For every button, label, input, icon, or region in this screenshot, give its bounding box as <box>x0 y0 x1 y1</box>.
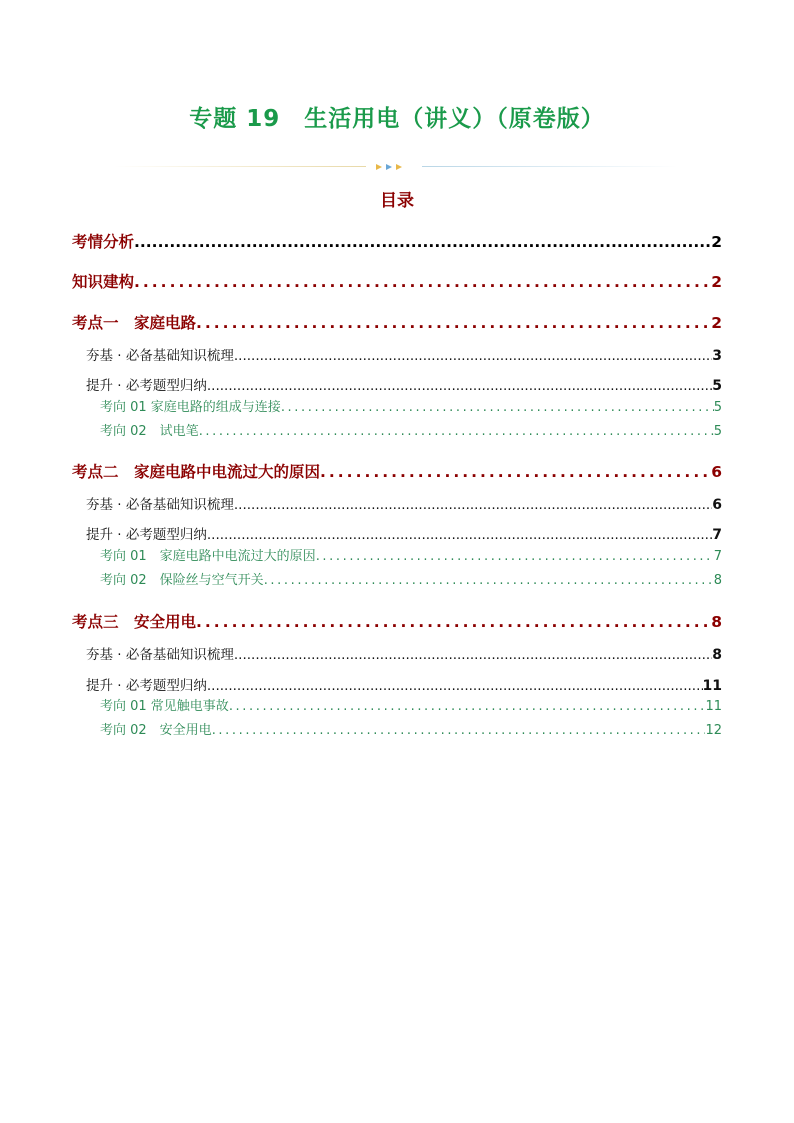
toc-leader-dots <box>134 233 711 251</box>
toc-entry-label: 提升 · 必考题型归纳 <box>86 527 207 543</box>
toc-leader-dots <box>281 400 714 415</box>
toc-page-number: 2 <box>711 314 722 332</box>
toc-entry-label: 夯基 · 必备基础知识梳理 <box>86 647 234 663</box>
toc-page-number: 3 <box>712 348 722 364</box>
toc-page-number: 12 <box>705 723 722 738</box>
toc-leader-dots <box>134 273 711 291</box>
toc-entry-question-types-2[interactable] <box>86 523 722 543</box>
toc-entry-label: 考向 02 试电笔 <box>100 424 199 439</box>
toc-page-number: 11 <box>705 699 722 714</box>
toc-page-number: 8 <box>712 647 722 663</box>
toc-entry-label: 考向 01 常见触电事故 <box>100 699 229 714</box>
toc-page-number: 2 <box>711 233 722 251</box>
toc-entry-direction-2-1[interactable] <box>100 545 722 564</box>
toc-entry-direction-2-2[interactable] <box>100 569 722 588</box>
toc-leader-dots <box>320 463 711 481</box>
toc-heading: 目录 <box>380 191 414 211</box>
toc-entry-question-types-1[interactable] <box>86 374 722 394</box>
toc-leader-dots <box>207 678 703 694</box>
toc-leader-dots <box>207 378 712 394</box>
toc-entry-label: 考点三 安全用电 <box>72 613 197 631</box>
toc-entry-label: 提升 · 必考题型归纳 <box>86 678 207 694</box>
toc-leader-dots <box>316 549 714 564</box>
divider-line-right <box>422 166 678 167</box>
toc-entry-exam-analysis[interactable] <box>72 230 722 252</box>
toc-leader-dots <box>229 699 706 714</box>
divider-ornament-icon <box>370 160 418 174</box>
toc-page-number: 8 <box>713 573 722 588</box>
toc-leader-dots <box>234 647 712 663</box>
toc-page-number: 6 <box>712 497 722 513</box>
toc-page-number: 5 <box>712 378 722 394</box>
toc-leader-dots <box>199 424 714 439</box>
toc-page-number: 5 <box>713 424 722 439</box>
divider-line-left <box>114 166 366 167</box>
title-divider <box>114 160 678 174</box>
toc-leader-dots <box>196 613 711 631</box>
toc-entry-topic-3[interactable] <box>72 610 722 632</box>
toc-page-number: 8 <box>711 613 722 631</box>
toc-entry-label: 夯基 · 必备基础知识梳理 <box>86 497 234 513</box>
toc-entry-direction-3-1[interactable] <box>100 695 722 714</box>
toc-entry-topic-2[interactable] <box>72 460 722 482</box>
toc-entry-direction-1-2[interactable] <box>100 420 722 439</box>
toc-entry-label: 考向 01 家庭电路中电流过大的原因 <box>100 549 316 564</box>
toc-leader-dots <box>207 527 712 543</box>
toc-entry-direction-1-1[interactable] <box>100 396 722 415</box>
toc-entry-label: 夯基 · 必备基础知识梳理 <box>86 348 234 364</box>
toc-page-number: 5 <box>713 400 722 415</box>
toc-entry-basics-2[interactable] <box>86 493 722 513</box>
toc-page-number: 7 <box>712 527 722 543</box>
toc-entry-label: 考向 01 家庭电路的组成与连接 <box>100 400 281 415</box>
toc-entry-basics-1[interactable] <box>86 344 722 364</box>
document-title: 专题 19 生活用电（讲义）（原卷版） <box>189 106 605 132</box>
toc-entry-label: 考向 02 保险丝与空气开关 <box>100 573 264 588</box>
toc-entry-topic-1[interactable] <box>72 311 722 333</box>
toc-page-number: 2 <box>711 273 722 291</box>
toc-page-number: 7 <box>713 549 722 564</box>
toc-entry-label: 考情分析 <box>72 233 135 251</box>
toc-page-number: 11 <box>702 678 722 694</box>
toc-entry-knowledge-structure[interactable] <box>72 270 722 292</box>
toc-entry-label: 提升 · 必考题型归纳 <box>86 378 207 394</box>
toc-entry-direction-3-2[interactable] <box>100 719 722 738</box>
toc-leader-dots <box>234 497 712 513</box>
toc-leader-dots <box>264 573 714 588</box>
toc-page-number: 6 <box>711 463 722 481</box>
toc-entry-label: 考向 02 安全用电 <box>100 723 212 738</box>
toc-leader-dots <box>212 723 706 738</box>
toc-entry-basics-3[interactable] <box>86 643 722 663</box>
toc-entry-question-types-3[interactable] <box>86 674 722 694</box>
toc-leader-dots <box>196 314 711 332</box>
toc-entry-label: 知识建构 <box>72 273 135 291</box>
toc-entry-label: 考点一 家庭电路 <box>72 314 197 332</box>
toc-leader-dots <box>234 348 712 364</box>
toc-entry-label: 考点二 家庭电路中电流过大的原因 <box>72 463 321 481</box>
